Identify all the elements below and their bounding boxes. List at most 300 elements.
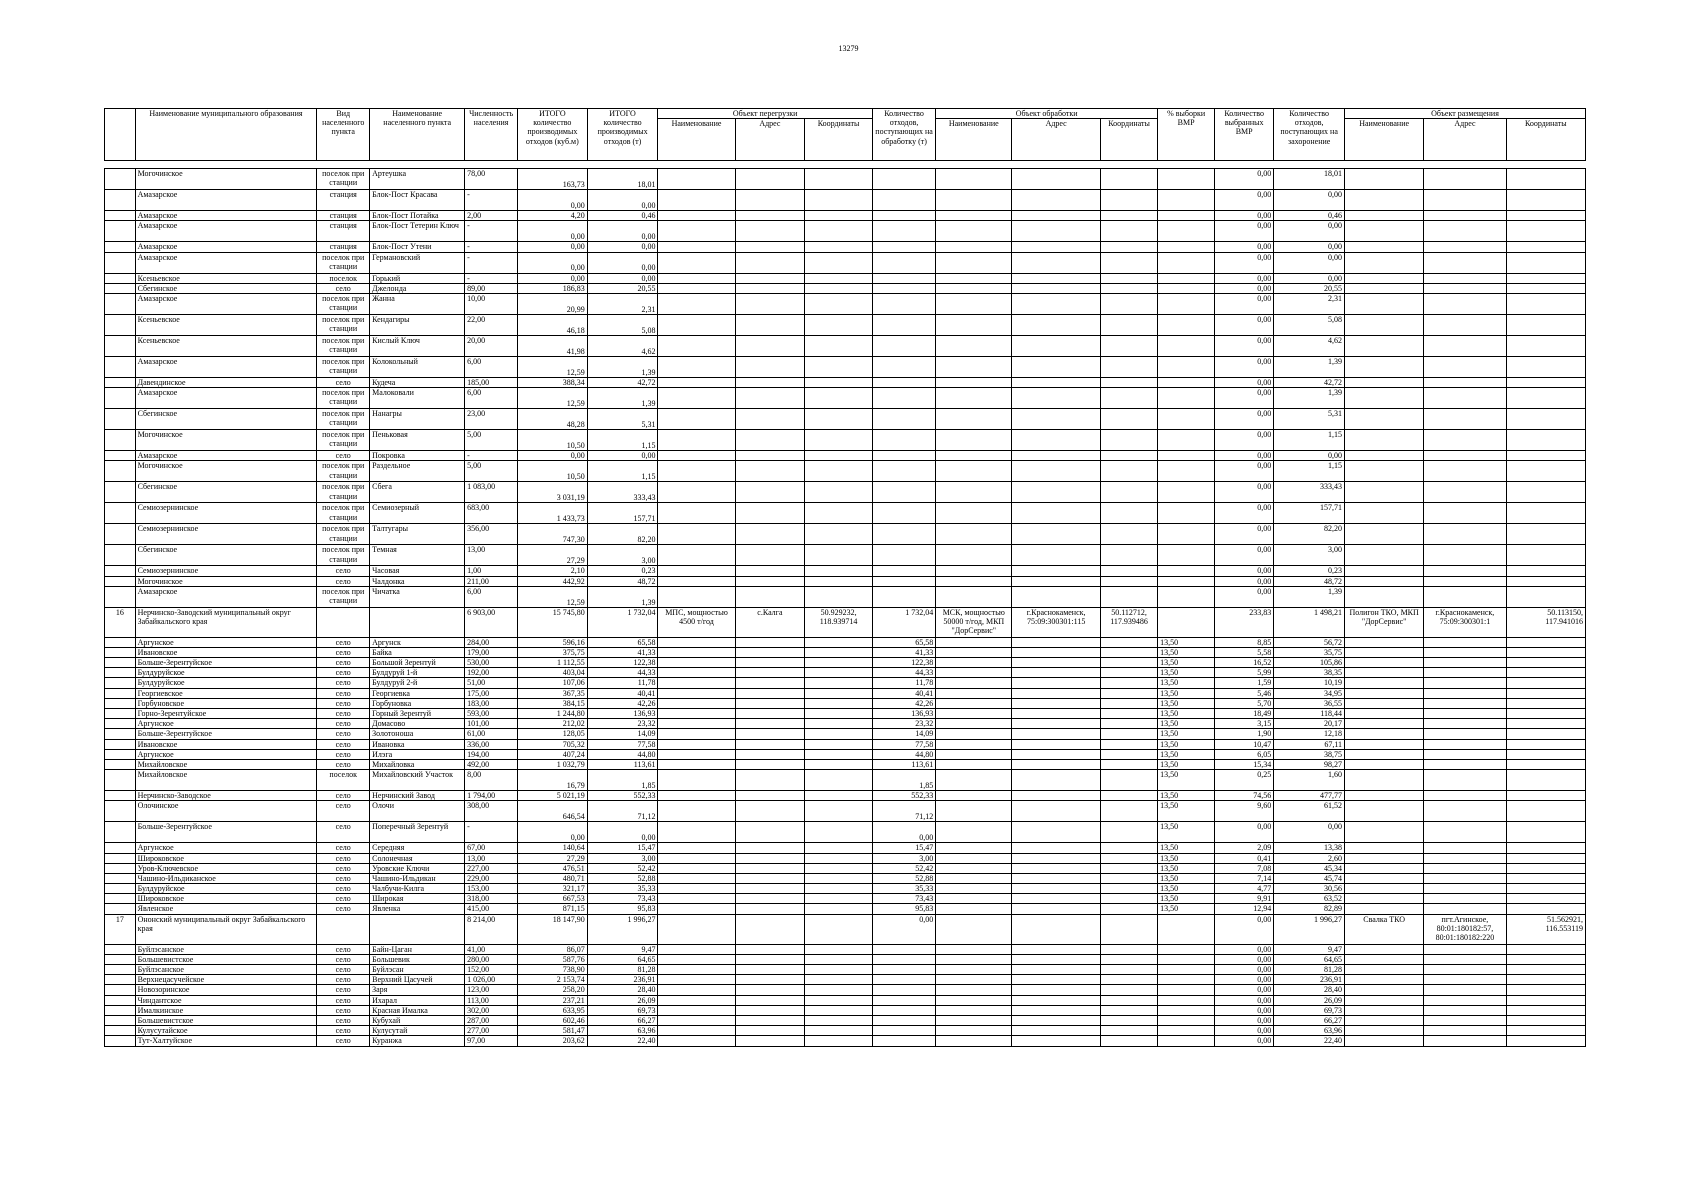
cell-type: село bbox=[317, 658, 370, 668]
cell-num bbox=[105, 169, 136, 190]
cell-settlement: Поперечный Зерентуй bbox=[370, 822, 465, 843]
cell-num bbox=[105, 451, 136, 461]
cell-to-processing: 95,83 bbox=[872, 904, 935, 914]
cell-type: село bbox=[317, 843, 370, 853]
cell-processing-address bbox=[1012, 709, 1101, 719]
cell-processing-coords bbox=[1101, 335, 1158, 356]
cell-settlement: Солонечная bbox=[370, 853, 465, 863]
cell-processing-coords bbox=[1101, 1015, 1158, 1025]
cell-type: село bbox=[317, 1005, 370, 1015]
cell-vmr-qty: 9,91 bbox=[1215, 894, 1274, 904]
cell-municipality: Аргунское bbox=[135, 749, 317, 759]
cell-to-processing bbox=[872, 356, 935, 377]
cell-placement-coords bbox=[1506, 283, 1585, 293]
cell-to-processing bbox=[872, 190, 935, 211]
cell-to-processing: 41,33 bbox=[872, 647, 935, 657]
cell-to-processing bbox=[872, 1015, 935, 1025]
cell-vmr-qty: 0,00 bbox=[1215, 242, 1274, 252]
cell-processing-name bbox=[936, 904, 1012, 914]
cell-to-processing: 23,32 bbox=[872, 719, 935, 729]
cell-to-burial: 0,00 bbox=[1274, 190, 1345, 211]
cell-vmr-qty: 5,70 bbox=[1215, 698, 1274, 708]
cell-to-burial: 22,40 bbox=[1274, 1036, 1345, 1046]
cell-vmr-pct: 13,50 bbox=[1158, 637, 1215, 647]
table-row bbox=[105, 190, 1586, 211]
cell-volume: 10,50 bbox=[517, 461, 587, 482]
cell-placement-name bbox=[1345, 221, 1424, 242]
cell-transfer-address bbox=[735, 770, 805, 791]
cell-population: 89,00 bbox=[465, 283, 518, 293]
cell-settlement: Кубухай bbox=[370, 1015, 465, 1025]
cell-to-burial: 2,60 bbox=[1274, 853, 1345, 863]
cell-transfer-coords bbox=[805, 169, 873, 190]
cell-vmr-pct: 13,50 bbox=[1158, 647, 1215, 657]
cell-mass: 4,62 bbox=[587, 335, 658, 356]
cell-placement-coords bbox=[1506, 739, 1585, 749]
cell-municipality: Ксеньевское bbox=[135, 273, 317, 283]
cell-placement-name bbox=[1345, 190, 1424, 211]
cell-transfer-coords bbox=[805, 1005, 873, 1015]
cell-num bbox=[105, 461, 136, 482]
header-to-burial: Количество отходов, поступающих на захоронение bbox=[1274, 109, 1345, 161]
table-row bbox=[105, 283, 1586, 293]
header-processing-group: Объект обработки bbox=[936, 109, 1158, 119]
cell-processing-coords bbox=[1101, 698, 1158, 708]
cell-settlement: Байка bbox=[370, 647, 465, 657]
cell-volume: 0,00 bbox=[517, 451, 587, 461]
cell-placement-coords bbox=[1506, 293, 1585, 314]
cell-processing-address bbox=[1012, 873, 1101, 883]
cell-placement-address bbox=[1424, 211, 1506, 221]
table-row bbox=[105, 985, 1586, 995]
cell-population: 192,00 bbox=[465, 668, 518, 678]
cell-placement-coords bbox=[1506, 482, 1585, 503]
cell-placement-address bbox=[1424, 739, 1506, 749]
cell-settlement: Покровка bbox=[370, 451, 465, 461]
cell-placement-name bbox=[1345, 749, 1424, 759]
cell-transfer-address bbox=[735, 904, 805, 914]
table-row bbox=[105, 770, 1586, 791]
cell-municipality: Амазарское bbox=[135, 211, 317, 221]
cell-type: село bbox=[317, 863, 370, 873]
cell-processing-address bbox=[1012, 1036, 1101, 1046]
cell-vmr-pct: 13,50 bbox=[1158, 678, 1215, 688]
cell-processing-address bbox=[1012, 985, 1101, 995]
cell-processing-address bbox=[1012, 377, 1101, 387]
cell-to-burial: 0,23 bbox=[1274, 566, 1345, 576]
cell-processing-address bbox=[1012, 566, 1101, 576]
cell-vmr-qty: 0,00 bbox=[1215, 995, 1274, 1005]
cell-to-burial: 45,74 bbox=[1274, 873, 1345, 883]
cell-to-burial: 38,35 bbox=[1274, 668, 1345, 678]
cell-processing-name bbox=[936, 388, 1012, 409]
cell-processing-name bbox=[936, 749, 1012, 759]
cell-transfer-coords bbox=[805, 894, 873, 904]
cell-vmr-pct bbox=[1158, 169, 1215, 190]
cell-processing-address bbox=[1012, 749, 1101, 759]
cell-placement-name bbox=[1345, 647, 1424, 657]
cell-placement-name bbox=[1345, 566, 1424, 576]
cell-mass: 552,33 bbox=[587, 791, 658, 801]
cell-municipality: Сбегинское bbox=[135, 482, 317, 503]
cell-num bbox=[105, 1015, 136, 1025]
cell-municipality: Чашино-Ильдиканское bbox=[135, 873, 317, 883]
cell-municipality: Давендинское bbox=[135, 377, 317, 387]
cell-to-burial: 30,56 bbox=[1274, 884, 1345, 894]
cell-settlement: Илэга bbox=[370, 749, 465, 759]
cell-processing-name bbox=[936, 169, 1012, 190]
cell-processing-address bbox=[1012, 451, 1101, 461]
cell-num bbox=[105, 273, 136, 283]
cell-processing-coords bbox=[1101, 944, 1158, 954]
cell-mass: 5,31 bbox=[587, 409, 658, 430]
cell-transfer-name bbox=[658, 221, 735, 242]
cell-to-burial: 4,62 bbox=[1274, 335, 1345, 356]
cell-transfer-address bbox=[735, 1026, 805, 1036]
cell-transfer-address bbox=[735, 843, 805, 853]
cell-vmr-qty: 1,59 bbox=[1215, 678, 1274, 688]
cell-processing-address bbox=[1012, 211, 1101, 221]
cell-num bbox=[105, 314, 136, 335]
cell-transfer-name bbox=[658, 719, 735, 729]
cell-mass: 15,47 bbox=[587, 843, 658, 853]
cell-num bbox=[105, 995, 136, 1005]
cell-vmr-qty: 0,00 bbox=[1215, 1026, 1274, 1036]
cell-to-processing: 35,33 bbox=[872, 884, 935, 894]
cell-transfer-address bbox=[735, 221, 805, 242]
table-row bbox=[105, 545, 1586, 566]
cell-placement-coords bbox=[1506, 944, 1585, 954]
cell-processing-name bbox=[936, 658, 1012, 668]
cell-placement-name bbox=[1345, 995, 1424, 1005]
cell-type: село bbox=[317, 698, 370, 708]
cell-settlement: Ивановка bbox=[370, 739, 465, 749]
cell-mass: 40,41 bbox=[587, 688, 658, 698]
cell-transfer-name bbox=[658, 873, 735, 883]
cell-transfer-address bbox=[735, 668, 805, 678]
cell-mass: 77,58 bbox=[587, 739, 658, 749]
cell-placement-coords bbox=[1506, 658, 1585, 668]
cell-to-burial: 1,39 bbox=[1274, 356, 1345, 377]
cell-vmr-qty: 0,00 bbox=[1215, 221, 1274, 242]
cell-placement-name bbox=[1345, 314, 1424, 335]
cell-settlement: Чалдонка bbox=[370, 576, 465, 586]
cell-volume: 203,62 bbox=[517, 1036, 587, 1046]
cell-population: 683,00 bbox=[465, 503, 518, 524]
cell-vmr-pct: 13,50 bbox=[1158, 791, 1215, 801]
cell-transfer-name bbox=[658, 770, 735, 791]
cell-num bbox=[105, 709, 136, 719]
cell-settlement: Буйлэсан bbox=[370, 965, 465, 975]
cell-to-burial: 38,75 bbox=[1274, 749, 1345, 759]
cell-population: - bbox=[465, 273, 518, 283]
cell-num bbox=[105, 388, 136, 409]
cell-type: село bbox=[317, 576, 370, 586]
cell-type: поселок при станции bbox=[317, 293, 370, 314]
cell-to-processing: 40,41 bbox=[872, 688, 935, 698]
cell-population: 41,00 bbox=[465, 944, 518, 954]
cell-volume: 18 147,90 bbox=[517, 914, 587, 944]
cell-placement-address bbox=[1424, 273, 1506, 283]
cell-to-burial: 0,00 bbox=[1274, 451, 1345, 461]
cell-placement-address bbox=[1424, 647, 1506, 657]
cell-transfer-name bbox=[658, 884, 735, 894]
cell-transfer-address bbox=[735, 293, 805, 314]
cell-vmr-qty: 0,00 bbox=[1215, 377, 1274, 387]
cell-processing-address bbox=[1012, 729, 1101, 739]
cell-municipality: Амазарское bbox=[135, 586, 317, 607]
cell-processing-address bbox=[1012, 995, 1101, 1005]
cell-placement-coords bbox=[1506, 791, 1585, 801]
cell-vmr-qty: 0,00 bbox=[1215, 190, 1274, 211]
cell-to-processing bbox=[872, 566, 935, 576]
cell-processing-name bbox=[936, 739, 1012, 749]
header-transfer-name: Наименование bbox=[658, 119, 735, 161]
cell-transfer-address bbox=[735, 647, 805, 657]
header-transfer-group: Объект перегрузки bbox=[658, 109, 872, 119]
cell-to-processing: 11,78 bbox=[872, 678, 935, 688]
cell-type: село bbox=[317, 954, 370, 964]
cell-processing-address bbox=[1012, 503, 1101, 524]
cell-transfer-coords bbox=[805, 678, 873, 688]
cell-population: 67,00 bbox=[465, 843, 518, 853]
cell-municipality: Больше-Зерентуйское bbox=[135, 729, 317, 739]
cell-municipality: Михайловское bbox=[135, 770, 317, 791]
cell-transfer-name bbox=[658, 914, 735, 944]
cell-settlement: Байн-Цаган bbox=[370, 944, 465, 954]
cell-settlement: Горький bbox=[370, 273, 465, 283]
cell-type: село bbox=[317, 1026, 370, 1036]
cell-transfer-name bbox=[658, 503, 735, 524]
cell-placement-address bbox=[1424, 863, 1506, 873]
cell-to-processing bbox=[872, 503, 935, 524]
cell-to-processing: 44,33 bbox=[872, 668, 935, 678]
cell-vmr-pct bbox=[1158, 985, 1215, 995]
cell-vmr-pct bbox=[1158, 954, 1215, 964]
cell-settlement: Темная bbox=[370, 545, 465, 566]
header-placement-address: Адрес bbox=[1424, 119, 1506, 161]
cell-to-processing bbox=[872, 985, 935, 995]
cell-to-processing bbox=[872, 252, 935, 273]
cell-placement-coords bbox=[1506, 729, 1585, 739]
cell-transfer-name bbox=[658, 252, 735, 273]
cell-municipality: Могочинское bbox=[135, 576, 317, 586]
cell-to-processing bbox=[872, 335, 935, 356]
cell-transfer-coords bbox=[805, 647, 873, 657]
cell-mass: 42,26 bbox=[587, 698, 658, 708]
cell-placement-coords bbox=[1506, 894, 1585, 904]
cell-volume: 5 021,19 bbox=[517, 791, 587, 801]
cell-municipality: Георгиевское bbox=[135, 688, 317, 698]
cell-to-processing bbox=[872, 944, 935, 954]
cell-population: 97,00 bbox=[465, 1036, 518, 1046]
cell-vmr-pct bbox=[1158, 576, 1215, 586]
cell-volume: 0,00 bbox=[517, 273, 587, 283]
cell-settlement: Семиозерный bbox=[370, 503, 465, 524]
cell-to-processing: 15,47 bbox=[872, 843, 935, 853]
cell-mass: 157,71 bbox=[587, 503, 658, 524]
cell-placement-address bbox=[1424, 944, 1506, 954]
cell-type: станция bbox=[317, 242, 370, 252]
cell-transfer-coords bbox=[805, 801, 873, 822]
cell-processing-coords bbox=[1101, 791, 1158, 801]
cell-mass: 28,40 bbox=[587, 985, 658, 995]
cell-type: поселок при станции bbox=[317, 503, 370, 524]
cell-transfer-name bbox=[658, 995, 735, 1005]
cell-transfer-coords bbox=[805, 863, 873, 873]
cell-placement-name bbox=[1345, 451, 1424, 461]
cell-processing-address bbox=[1012, 242, 1101, 252]
cell-vmr-qty: 0,00 bbox=[1215, 944, 1274, 954]
cell-processing-name bbox=[936, 884, 1012, 894]
cell-vmr-qty: 0,00 bbox=[1215, 430, 1274, 451]
cell-placement-name: Свалка ТКО bbox=[1345, 914, 1424, 944]
cell-mass: 136,93 bbox=[587, 709, 658, 719]
cell-vmr-qty: 0,00 bbox=[1215, 524, 1274, 545]
cell-municipality: Булдуруйское bbox=[135, 668, 317, 678]
cell-processing-address bbox=[1012, 894, 1101, 904]
cell-placement-coords bbox=[1506, 954, 1585, 964]
cell-volume: 0,00 bbox=[517, 190, 587, 211]
cell-processing-coords bbox=[1101, 388, 1158, 409]
cell-processing-address bbox=[1012, 884, 1101, 894]
cell-to-processing bbox=[872, 975, 935, 985]
cell-processing-name bbox=[936, 252, 1012, 273]
cell-placement-coords bbox=[1506, 985, 1585, 995]
table-row bbox=[105, 273, 1586, 283]
cell-processing-name bbox=[936, 914, 1012, 944]
cell-num: 16 bbox=[105, 607, 136, 637]
table-row bbox=[105, 843, 1586, 853]
cell-processing-coords bbox=[1101, 954, 1158, 964]
cell-vmr-pct bbox=[1158, 293, 1215, 314]
cell-processing-coords bbox=[1101, 482, 1158, 503]
cell-placement-address bbox=[1424, 242, 1506, 252]
cell-processing-address bbox=[1012, 356, 1101, 377]
cell-mass: 35,33 bbox=[587, 884, 658, 894]
cell-settlement: Куранжа bbox=[370, 1036, 465, 1046]
cell-to-burial: 333,43 bbox=[1274, 482, 1345, 503]
cell-to-burial: 67,11 bbox=[1274, 739, 1345, 749]
cell-processing-coords bbox=[1101, 283, 1158, 293]
cell-transfer-name bbox=[658, 283, 735, 293]
cell-num bbox=[105, 884, 136, 894]
cell-vmr-pct bbox=[1158, 273, 1215, 283]
table-row bbox=[105, 451, 1586, 461]
cell-transfer-coords: 50.929232, 118.939714 bbox=[805, 607, 873, 637]
cell-to-processing: 0,00 bbox=[872, 822, 935, 843]
cell-placement-coords bbox=[1506, 904, 1585, 914]
cell-vmr-pct: 13,50 bbox=[1158, 688, 1215, 698]
cell-to-processing bbox=[872, 586, 935, 607]
cell-processing-address bbox=[1012, 801, 1101, 822]
cell-processing-coords bbox=[1101, 211, 1158, 221]
cell-transfer-address bbox=[735, 822, 805, 843]
cell-to-burial: 477,77 bbox=[1274, 791, 1345, 801]
cell-processing-address bbox=[1012, 770, 1101, 791]
cell-processing-address bbox=[1012, 965, 1101, 975]
cell-transfer-address: с.Калга bbox=[735, 607, 805, 637]
table-row bbox=[105, 975, 1586, 985]
cell-to-processing: 44,80 bbox=[872, 749, 935, 759]
cell-volume: 20,99 bbox=[517, 293, 587, 314]
cell-transfer-address bbox=[735, 658, 805, 668]
cell-processing-name bbox=[936, 985, 1012, 995]
cell-processing-name bbox=[936, 503, 1012, 524]
cell-type: село bbox=[317, 688, 370, 698]
cell-processing-coords bbox=[1101, 801, 1158, 822]
cell-processing-name bbox=[936, 293, 1012, 314]
cell-vmr-qty: 0,00 bbox=[1215, 388, 1274, 409]
cell-processing-coords bbox=[1101, 688, 1158, 698]
cell-type: поселок при станции bbox=[317, 586, 370, 607]
cell-processing-name bbox=[936, 430, 1012, 451]
cell-placement-name bbox=[1345, 884, 1424, 894]
header-num bbox=[105, 109, 136, 161]
cell-type: село bbox=[317, 791, 370, 801]
cell-processing-coords bbox=[1101, 647, 1158, 657]
cell-vmr-pct bbox=[1158, 409, 1215, 430]
cell-placement-name bbox=[1345, 729, 1424, 739]
cell-processing-address bbox=[1012, 688, 1101, 698]
cell-volume: 871,15 bbox=[517, 904, 587, 914]
cell-num bbox=[105, 944, 136, 954]
cell-volume: 587,76 bbox=[517, 954, 587, 964]
cell-placement-name bbox=[1345, 545, 1424, 566]
cell-processing-address bbox=[1012, 658, 1101, 668]
cell-municipality: Амазарское bbox=[135, 293, 317, 314]
table-row bbox=[105, 169, 1586, 190]
cell-vmr-qty: 0,00 bbox=[1215, 985, 1274, 995]
cell-type: село bbox=[317, 965, 370, 975]
cell-settlement: Джелонда bbox=[370, 283, 465, 293]
cell-processing-address bbox=[1012, 739, 1101, 749]
cell-to-burial: 157,71 bbox=[1274, 503, 1345, 524]
cell-settlement: Аргунск bbox=[370, 637, 465, 647]
cell-volume: 480,71 bbox=[517, 873, 587, 883]
cell-placement-address bbox=[1424, 1036, 1506, 1046]
cell-placement-address bbox=[1424, 566, 1506, 576]
cell-processing-name bbox=[936, 190, 1012, 211]
cell-placement-name bbox=[1345, 668, 1424, 678]
cell-type: поселок при станции bbox=[317, 461, 370, 482]
cell-mass: 9,47 bbox=[587, 944, 658, 954]
cell-mass: 18,01 bbox=[587, 169, 658, 190]
cell-population: 318,00 bbox=[465, 894, 518, 904]
table-row bbox=[105, 719, 1586, 729]
cell-vmr-pct bbox=[1158, 283, 1215, 293]
cell-population: - bbox=[465, 822, 518, 843]
cell-mass: 81,28 bbox=[587, 965, 658, 975]
cell-to-burial: 0,46 bbox=[1274, 211, 1345, 221]
cell-mass: 3,00 bbox=[587, 545, 658, 566]
cell-transfer-coords bbox=[805, 904, 873, 914]
cell-municipality: Больше-Зерентуйское bbox=[135, 822, 317, 843]
cell-placement-address bbox=[1424, 894, 1506, 904]
cell-processing-name bbox=[936, 1005, 1012, 1015]
cell-transfer-coords bbox=[805, 1036, 873, 1046]
cell-mass: 0,00 bbox=[587, 822, 658, 843]
cell-volume: 27,29 bbox=[517, 545, 587, 566]
cell-to-processing: 3,00 bbox=[872, 853, 935, 863]
cell-processing-address bbox=[1012, 482, 1101, 503]
cell-placement-coords bbox=[1506, 273, 1585, 283]
cell-transfer-address bbox=[735, 409, 805, 430]
cell-population: 6 903,00 bbox=[465, 607, 518, 637]
cell-population: 153,00 bbox=[465, 884, 518, 894]
cell-municipality: Сбегинское bbox=[135, 409, 317, 430]
cell-processing-coords bbox=[1101, 884, 1158, 894]
